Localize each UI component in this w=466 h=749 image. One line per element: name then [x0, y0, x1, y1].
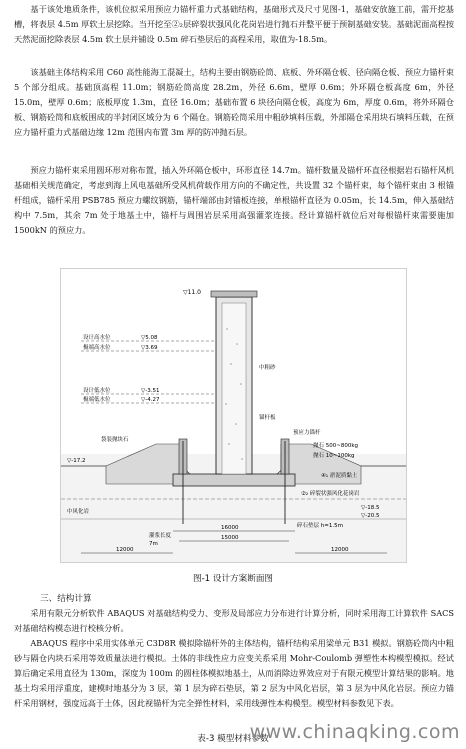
paragraph-structure-composition: 该基础主体结构采用 C60 高性能海工混凝土，结构主要由钢筋砼筒、底板、外环隔仓板、径向隔仓板、预应力锚杆束 5 个部分组成。基础顶高程 11.0m；钢筋砼筒高度 28.2m，外径 6.6m，壁厚 0.6m；外环隔仓板高度 6m，外径 15.0m，壁厚 0.6m；底板厚度 1.3m，直径 16.0m；基础布置 6 块径向隔仓板，高度为 6m，厚度 0.6m，将外环隔仓板、钢筋砼筒和底板围成的半封闭区域分为 6 个隔仓。钢筋砼筒采用中粗砂填料压载，外部隔仓采用块石填料压载，在预应力锚杆重力式基础边缘 12m 范围内布置 3m 厚的防冲抛石层。: [14, 67, 454, 137]
elev-right2-label: ▽-20.5: [361, 513, 380, 519]
layer2-label: ②₂ 碎裂状强风化花岗岩: [301, 491, 360, 497]
design-lw-value: ▽-3.51: [141, 388, 160, 394]
extreme-lw-value: ▽-4.27: [141, 397, 160, 403]
gravel-label: 碎石垫层 h=1.5m: [297, 523, 343, 529]
layer1-label: ④₁ 淤泥质黏土: [321, 473, 358, 479]
section-heading: 三、结构计算: [40, 594, 92, 604]
grout-value: 7m: [149, 541, 158, 547]
paragraph-foundation-overview: 基于该处地质条件，该机位拟采用预应力锚杆重力式基础结构，基础形式及尺寸见图-1，基础安放施工前，需开挖基槽，将表层 4.5m 厚软土层挖除。当开挖至②₂层碎裂状强风化花岗岩进行抛石并整平便于预制基础安装。基础泥面高程按天然泥面挖除表层 4.5m 软土层并铺设 0.5m 碎石垫层后的高程采用，取值为-18.5m。: [14, 4, 454, 44]
top-elev-label: ▽11.0: [183, 289, 201, 296]
design-hw-label: 设计高水位: [83, 335, 111, 341]
design-hw-value: ▽5.08: [141, 335, 158, 341]
block3-label: 抛石 10~100kg: [313, 453, 355, 459]
paragraph-software-intro: 采用有限元分析软件 ABAQUS 对基础结构受力、变形及局部应力分布进行计算分析，同时采用海工计算软件 SACS 对基础结构模态进行校核分析。: [14, 608, 454, 633]
column-top: [211, 291, 257, 297]
extreme-lw-label: 极端低水位: [83, 397, 111, 403]
design-section-figure: [60, 268, 407, 563]
rock-layer-label: 中风化岩: [67, 509, 90, 515]
block1-label: 袋装抛块石: [101, 437, 129, 443]
design-lw-label: 设计低水位: [83, 388, 111, 394]
grout-label: 灌浆长度: [149, 533, 172, 539]
dim-bottom-label: 16000: [221, 525, 239, 531]
sand-label: 中粗砂: [259, 365, 276, 371]
column-sand-fill: [222, 303, 246, 474]
paragraph-abaqus-model: ABAQUS 程序中采用实体单元 C3D8R 模拟除锚杆外的主体结构，锚杆结构采用梁单元 B31 模拟。钢筋砼筒内中粗砂与隔仓内块石采用等效质量法进行模拟。土体的非线性应力应变关系采用 Mohr-Coulomb 弹塑性本构模型模拟。经试算后确定采用直径为 130m，深度为 100m 的圆柱体模拟地基土，从而消除边界效应对于有限元模型计算结果的影响。地基土均采用浮重度，建模时地基分为 3 层，第 1 层为碎石垫层，第 2 层为中风化岩层，第 3 层为中风化岩层。预应力锚杆采用钢材，强度远高于土体，因此视锚杆为完全弹性材料，采用线弹性本构模型。模型材料参数见下表。: [14, 638, 454, 708]
dim-left-label: 12000: [116, 547, 134, 553]
dim-right-label: 12000: [331, 547, 349, 553]
extreme-hw-value: ▽3.69: [141, 345, 158, 351]
base-slab: [173, 474, 295, 486]
extreme-hw-label: 极端高水位: [83, 345, 111, 351]
site-watermark: www.chinaqking.com: [249, 721, 460, 743]
dim-inner-label: 15000: [221, 535, 239, 541]
section-diagram: [61, 269, 406, 562]
anchor-plate-label: 锚杆板: [259, 415, 276, 421]
paragraph-anchor-layout: 预应力锚杆束采用圆环形对称布置，插入外环隔仓板中，环形直径 14.7m。锚杆数量及锚杆环直径根据岩石锚杆风机基础相关规范确定，考虑到海上风电基础所受风机荷载作用方向的不确定性，共设置 32 个锚杆束，每个锚杆束由 3 根锚杆组成，锚杆采用 PSB785 预应力螺纹钢筋，锚杆端部由封锚板连接，单根锚杆直径为 0.05m，长 14.5m，伸入基础结构中 7.5m，其余 7m 处于地基土中，锚杆与周围岩层采用高强灌浆连接。经计算锚杆就位后对每根锚杆束需要施加 1500kN 的预应力。: [14, 165, 454, 235]
figure-caption: 图-1 设计方案断面图: [192, 574, 274, 584]
elev-right1-label: ▽-18.5: [361, 505, 380, 511]
elev-left-label: ▽-17.2: [67, 458, 86, 464]
prestress-label: 预应力锚杆: [293, 430, 321, 436]
block2-label: 抛石 500~800kg: [313, 443, 359, 449]
table-caption: 表-3 模型材料参数: [197, 734, 269, 744]
